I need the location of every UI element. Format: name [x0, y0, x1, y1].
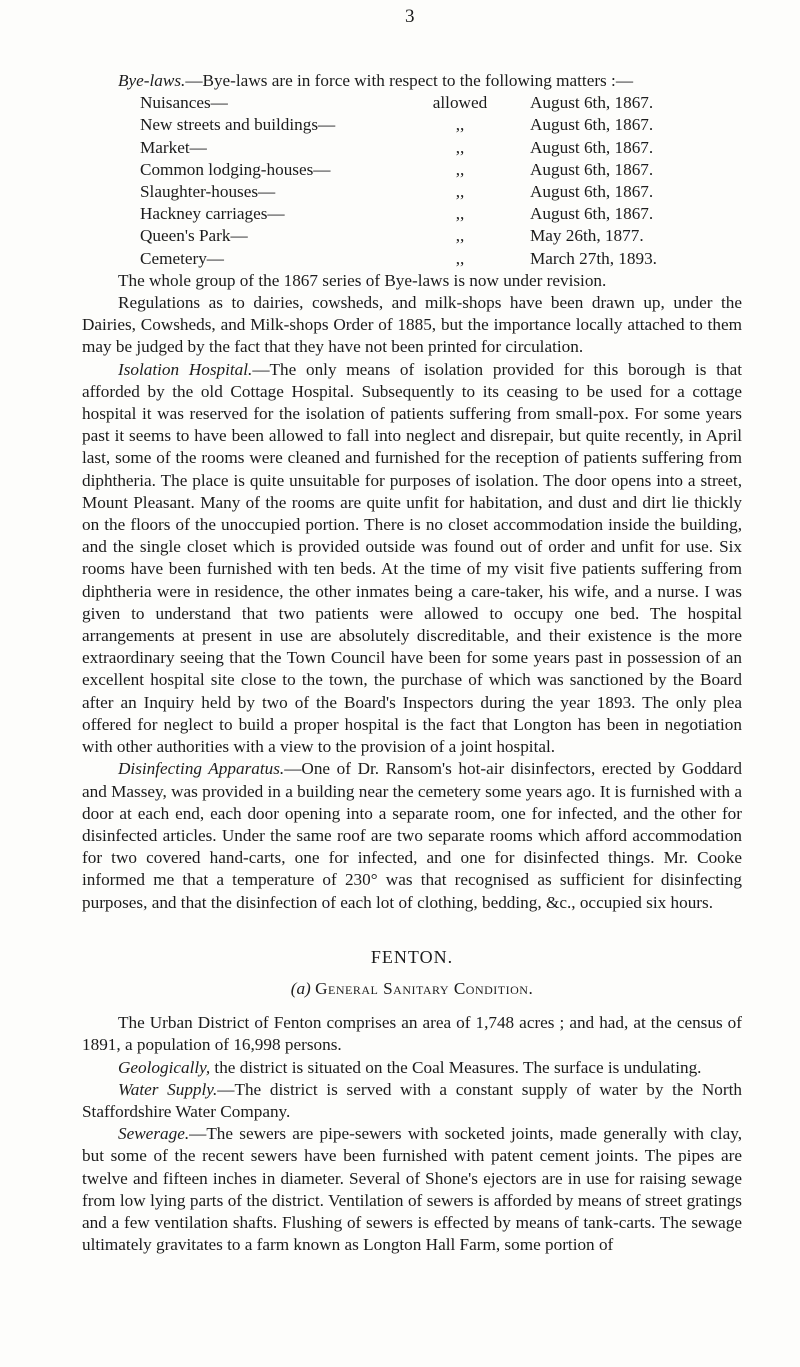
fenton-heading: FENTON.	[370, 946, 454, 967]
bylaws-heading: Bye-laws.	[118, 71, 186, 90]
bylaws-intro	[82, 70, 742, 92]
bylaw-date: August 6th, 1867.	[530, 204, 654, 224]
isolation-text: —The only means of isolation provided for this borough is that afforded by the old Cottage Hospital. Subsequently to its ceasing to be used for a cottage hospital it was reserved for the isolation of patients suffering from small-pox. For some years past it seems to have been allowed to fall into neglect and disrepair, but quite recently, in April last, some of the rooms were cleaned and furnished for the reception of patients suffering from diphtheria. The place is quite unsuitable for purposes of isolation. The door opens into a street, Mount Pleasant. Many of the rooms are quite unfit for habitation, and dust and dirt lie thickly on the floors of the unoccupied portion. There is no closet accommodation inside the building, and the single closet which is provided outside was found out of order and unfit for use. Six rooms have been furnished with ten beds. At the time of my visit five patients suffering from diphtheria were in residence, the other inmates being a care-taker, his wife, and a nurse. I was given to understand that two patients were allowed to occupy one bed. The hospital arrangements at present in use are absolutely discreditable, and their existence is the more extraordinary seeing that the Town Council have been for some years past in possession of an excellent hospital site close to the town, the purchase of which was sanctioned by the Board after an Inquiry held by two of the Board's Inspectors during the year 1893. The only plea offered for neglect to build a proper hospital is the fact that Longton has been in negotiation with other authorities with a view to the provision of a joint hospital.	[82, 359, 742, 757]
isolation-paragraph	[82, 359, 742, 759]
bylaw-row	[140, 137, 734, 159]
bylaw-allowed: ,,	[455, 226, 465, 246]
bylaw-allowed: ,,	[455, 159, 465, 179]
bylaw-date: August 6th, 1867.	[530, 115, 654, 135]
fenton-subheading	[82, 978, 742, 1000]
bylaw-subject: Slaughter-houses—	[140, 182, 276, 202]
page-number: 3	[405, 6, 415, 27]
bylaw-row	[140, 248, 734, 270]
bylaw-row	[140, 114, 734, 136]
geology-text: the district is situated on the Coal Measures. The surface is undulating.	[210, 1057, 702, 1077]
regulations-paragraph: Regulations as to dairies, cowsheds, and milk-shops have been drawn up, under the Dairies, Cowsheds, and Milk-shops Order of 1885, but the importance locally attached to them may be judged by the fact that they have not been printed for circulation.	[82, 293, 742, 357]
isolation-heading: Isolation Hospital.	[118, 359, 253, 379]
geology-paragraph	[82, 1057, 742, 1079]
bylaw-allowed: ,,	[455, 115, 465, 135]
bylaw-allowed: ,,	[455, 248, 465, 268]
bylaw-allowed: allowed	[432, 93, 488, 113]
bylaws-revision: The whole group of the 1867 series of Bye-laws is now under revision.	[118, 270, 607, 290]
water-heading: Water Supply.	[118, 1079, 218, 1099]
sewerage-text: —The sewers are pipe-sewers with socketed joints, made generally with clay, but some of the recent sewers have been furnished with patent cement joints. The pipes are twelve and fifteen inches in diameter. Several of Shone's ejectors are in use for raising sewage from low lying parts of the district. Ventilation of sewers is afforded by means of street gratings and a few ventilation shafts. Flushing of sewers is effected by means of tank-carts. The sewage ultimately gravitates to a farm known as Longton Hall Farm, some portion of	[82, 1124, 742, 1255]
disinfecting-heading: Disinfecting Apparatus.	[118, 759, 285, 779]
bylaw-date: August 6th, 1867.	[530, 159, 654, 179]
bylaw-row	[140, 159, 734, 181]
body-text	[82, 70, 742, 1256]
subheading-letter: (a)	[290, 978, 311, 998]
bylaw-subject: Nuisances—	[140, 93, 228, 113]
bylaws-table	[140, 92, 734, 270]
fenton-intro: The Urban District of Fenton comprises an area of 1,748 acres ; and had, at the census of 1891, a population of 16,998 persons.	[82, 1013, 742, 1055]
bylaw-row	[140, 225, 734, 247]
bylaw-date: May 26th, 1877.	[530, 226, 644, 246]
subheading-title: General Sanitary Condition.	[315, 978, 534, 998]
bylaw-allowed: ,,	[455, 137, 465, 157]
bylaw-date: August 6th, 1867.	[530, 182, 654, 202]
bylaw-row	[140, 203, 734, 225]
bylaw-date: March 27th, 1893.	[530, 248, 657, 268]
bylaw-allowed: ,,	[455, 204, 465, 224]
geology-heading: Geologically,	[118, 1057, 211, 1077]
water-text: —The district is served with a constant supply of water by the North Staffordshire Water Company.	[82, 1079, 742, 1121]
bylaw-subject: Hackney carriages—	[140, 204, 285, 224]
water-paragraph	[82, 1079, 742, 1123]
sewerage-heading: Sewerage.	[118, 1124, 190, 1144]
sewerage-paragraph	[82, 1123, 742, 1256]
bylaw-date: August 6th, 1867.	[530, 137, 654, 157]
bylaw-date: August 6th, 1867.	[530, 93, 654, 113]
disinfecting-paragraph	[82, 758, 742, 913]
bylaw-allowed: ,,	[455, 182, 465, 202]
bylaw-subject: Common lodging-houses—	[140, 159, 331, 179]
bylaw-subject: New streets and buildings—	[140, 115, 336, 135]
bylaw-subject: Queen's Park—	[140, 226, 248, 246]
bylaw-subject: Market—	[140, 137, 207, 157]
bylaw-row	[140, 181, 734, 203]
bylaws-intro-text: —Bye-laws are in force with respect to the following matters :—	[185, 71, 634, 90]
bylaw-subject: Cemetery—	[140, 248, 224, 268]
disinfecting-text: —One of Dr. Ransom's hot-air disinfectors, erected by Goddard and Massey, was provided in a building near the cemetery some years ago. It is furnished with a door at each end, each door opening into a separate room, one for infected, and the other for disinfected articles. Under the same roof are two separate rooms which afford accommodation for two covered hand-carts, one for infected, and one for disinfected things. Mr. Cooke informed me that a temperature of 230° was that recognised as sufficient for disinfecting purposes, and that the disinfection of each lot of clothing, bedding, &c., occupied six hours.	[82, 759, 743, 912]
bylaw-row	[140, 92, 734, 114]
